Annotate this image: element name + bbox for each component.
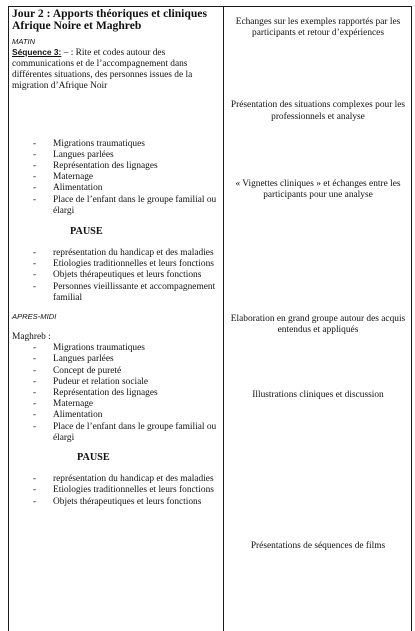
list-item bbox=[12, 377, 219, 388]
list-item bbox=[12, 422, 219, 444]
morning-pause-label: PAUSE bbox=[70, 226, 103, 238]
afternoon-pause-label: PAUSE bbox=[77, 452, 110, 464]
afternoon-topics-list-2 bbox=[12, 474, 219, 508]
list-item-text: Langues parlées bbox=[53, 149, 114, 160]
dash-marker: - bbox=[33, 474, 37, 485]
list-item-text: Pudeur et relation sociale bbox=[53, 376, 149, 387]
morning-topics-list-2 bbox=[12, 248, 219, 304]
list-item-text: Place de l’enfant dans le groupe familial ou élargi bbox=[53, 421, 217, 443]
sequence-text-first: – : Rite et codes autour des bbox=[61, 47, 166, 58]
dash-marker: - bbox=[33, 388, 37, 399]
list-item bbox=[12, 195, 219, 217]
dash-marker: - bbox=[33, 161, 37, 172]
list-item-text: Etiologies traditionnelles et leurs fonctions bbox=[53, 259, 214, 270]
list-item-text: Place de l’enfant dans le groupe familial ou élargi bbox=[53, 194, 217, 216]
morning-topics-list bbox=[12, 139, 219, 217]
list-item bbox=[12, 388, 219, 399]
method-item-complex-situations: Présentation des situations complexes pour les professionnels et analyse bbox=[230, 100, 406, 122]
dash-marker: - bbox=[33, 138, 37, 149]
list-item bbox=[12, 485, 219, 496]
list-item-text: représentation du handicap et des maladies bbox=[53, 248, 214, 259]
dash-marker: - bbox=[33, 496, 37, 507]
list-item-text: Etiologies traditionnelles et leurs fonctions bbox=[53, 485, 214, 496]
list-item bbox=[12, 282, 219, 304]
list-item-text: Migrations traumatiques bbox=[53, 138, 145, 149]
list-item-text: Alimentation bbox=[53, 410, 103, 421]
dash-marker: - bbox=[33, 485, 37, 496]
list-item bbox=[12, 410, 219, 421]
list-item bbox=[12, 150, 219, 161]
method-item-group-elaboration: Elaboration en grand groupe autour des acquis entendus et appliqués bbox=[230, 314, 406, 336]
list-item-text: Maternage bbox=[53, 399, 94, 410]
list-item bbox=[12, 259, 219, 270]
list-item bbox=[12, 343, 219, 354]
list-item-text: Maternage bbox=[53, 172, 94, 183]
dash-marker: - bbox=[33, 281, 37, 292]
list-item bbox=[12, 366, 219, 377]
morning-label: MATIN bbox=[12, 36, 36, 46]
list-item bbox=[12, 172, 219, 183]
list-item-text: Concept de pureté bbox=[53, 365, 122, 376]
programme-table bbox=[8, 6, 412, 631]
dash-marker: - bbox=[33, 172, 37, 183]
list-item-text: Personnes vieillissante et accompagnement familial bbox=[53, 281, 216, 303]
method-item-clinical-illustrations: Illustrations cliniques et discussion bbox=[252, 389, 384, 400]
methods-column bbox=[224, 7, 412, 631]
dash-marker: - bbox=[33, 410, 37, 421]
sequence-line bbox=[12, 47, 219, 59]
list-item-text: Migrations traumatiques bbox=[53, 343, 145, 354]
dash-marker: - bbox=[33, 248, 37, 259]
list-item bbox=[12, 248, 219, 259]
method-item-film-sequences: Présentations de séquences de films bbox=[250, 540, 386, 551]
list-item bbox=[12, 399, 219, 410]
day-title: Jour 2 : Apports théoriques et cliniques Afrique Noire et Maghreb bbox=[12, 7, 207, 33]
dash-marker: - bbox=[33, 376, 37, 387]
method-item-exchanges: Echanges sur les exemples rapportés par les participants et retour d’expériences bbox=[235, 17, 401, 39]
list-item-text: représentation du handicap et des maladies bbox=[53, 474, 214, 485]
list-item-text: Alimentation bbox=[53, 183, 103, 194]
dash-marker: - bbox=[33, 343, 37, 354]
sequence-text-rest: communications et de l’accompagnement dans différentes situations, des personnes issues de la migration d’Afrique Noir bbox=[12, 59, 193, 92]
list-item bbox=[12, 270, 219, 281]
method-item-clinical-vignettes: « Vignettes cliniques » et échanges entre les participants pour une analyse bbox=[235, 178, 401, 201]
list-item bbox=[12, 497, 219, 508]
content-column bbox=[9, 7, 224, 631]
list-item-text: Objets thérapeutiques et leurs fonctions bbox=[53, 270, 202, 281]
afternoon-label: APRES-MIDI bbox=[12, 312, 57, 322]
list-item bbox=[12, 139, 219, 150]
dash-marker: - bbox=[33, 399, 37, 410]
list-item-text: Représentation des lignages bbox=[53, 388, 158, 399]
sequence-heading: Séquence 3: bbox=[12, 46, 62, 57]
list-item-text: Représentation des lignages bbox=[53, 161, 158, 172]
dash-marker: - bbox=[33, 194, 37, 205]
list-item bbox=[12, 183, 219, 194]
dash-marker: - bbox=[33, 365, 37, 376]
dash-marker: - bbox=[33, 183, 37, 194]
content-cell bbox=[9, 8, 223, 508]
list-item bbox=[12, 354, 219, 365]
list-item-text: Objets thérapeutiques et leurs fonctions bbox=[53, 496, 202, 507]
region-label: Maghreb : bbox=[12, 332, 51, 343]
programme-row bbox=[9, 7, 412, 631]
list-item bbox=[12, 474, 219, 485]
dash-marker: - bbox=[33, 421, 37, 432]
list-item bbox=[12, 161, 219, 172]
methods-cell bbox=[224, 17, 411, 552]
dash-marker: - bbox=[33, 149, 37, 160]
dash-marker: - bbox=[33, 270, 37, 281]
dash-marker: - bbox=[33, 354, 37, 365]
afternoon-topics-list bbox=[12, 343, 219, 444]
list-item-text: Langues parlées bbox=[53, 354, 114, 365]
dash-marker: - bbox=[33, 259, 37, 270]
